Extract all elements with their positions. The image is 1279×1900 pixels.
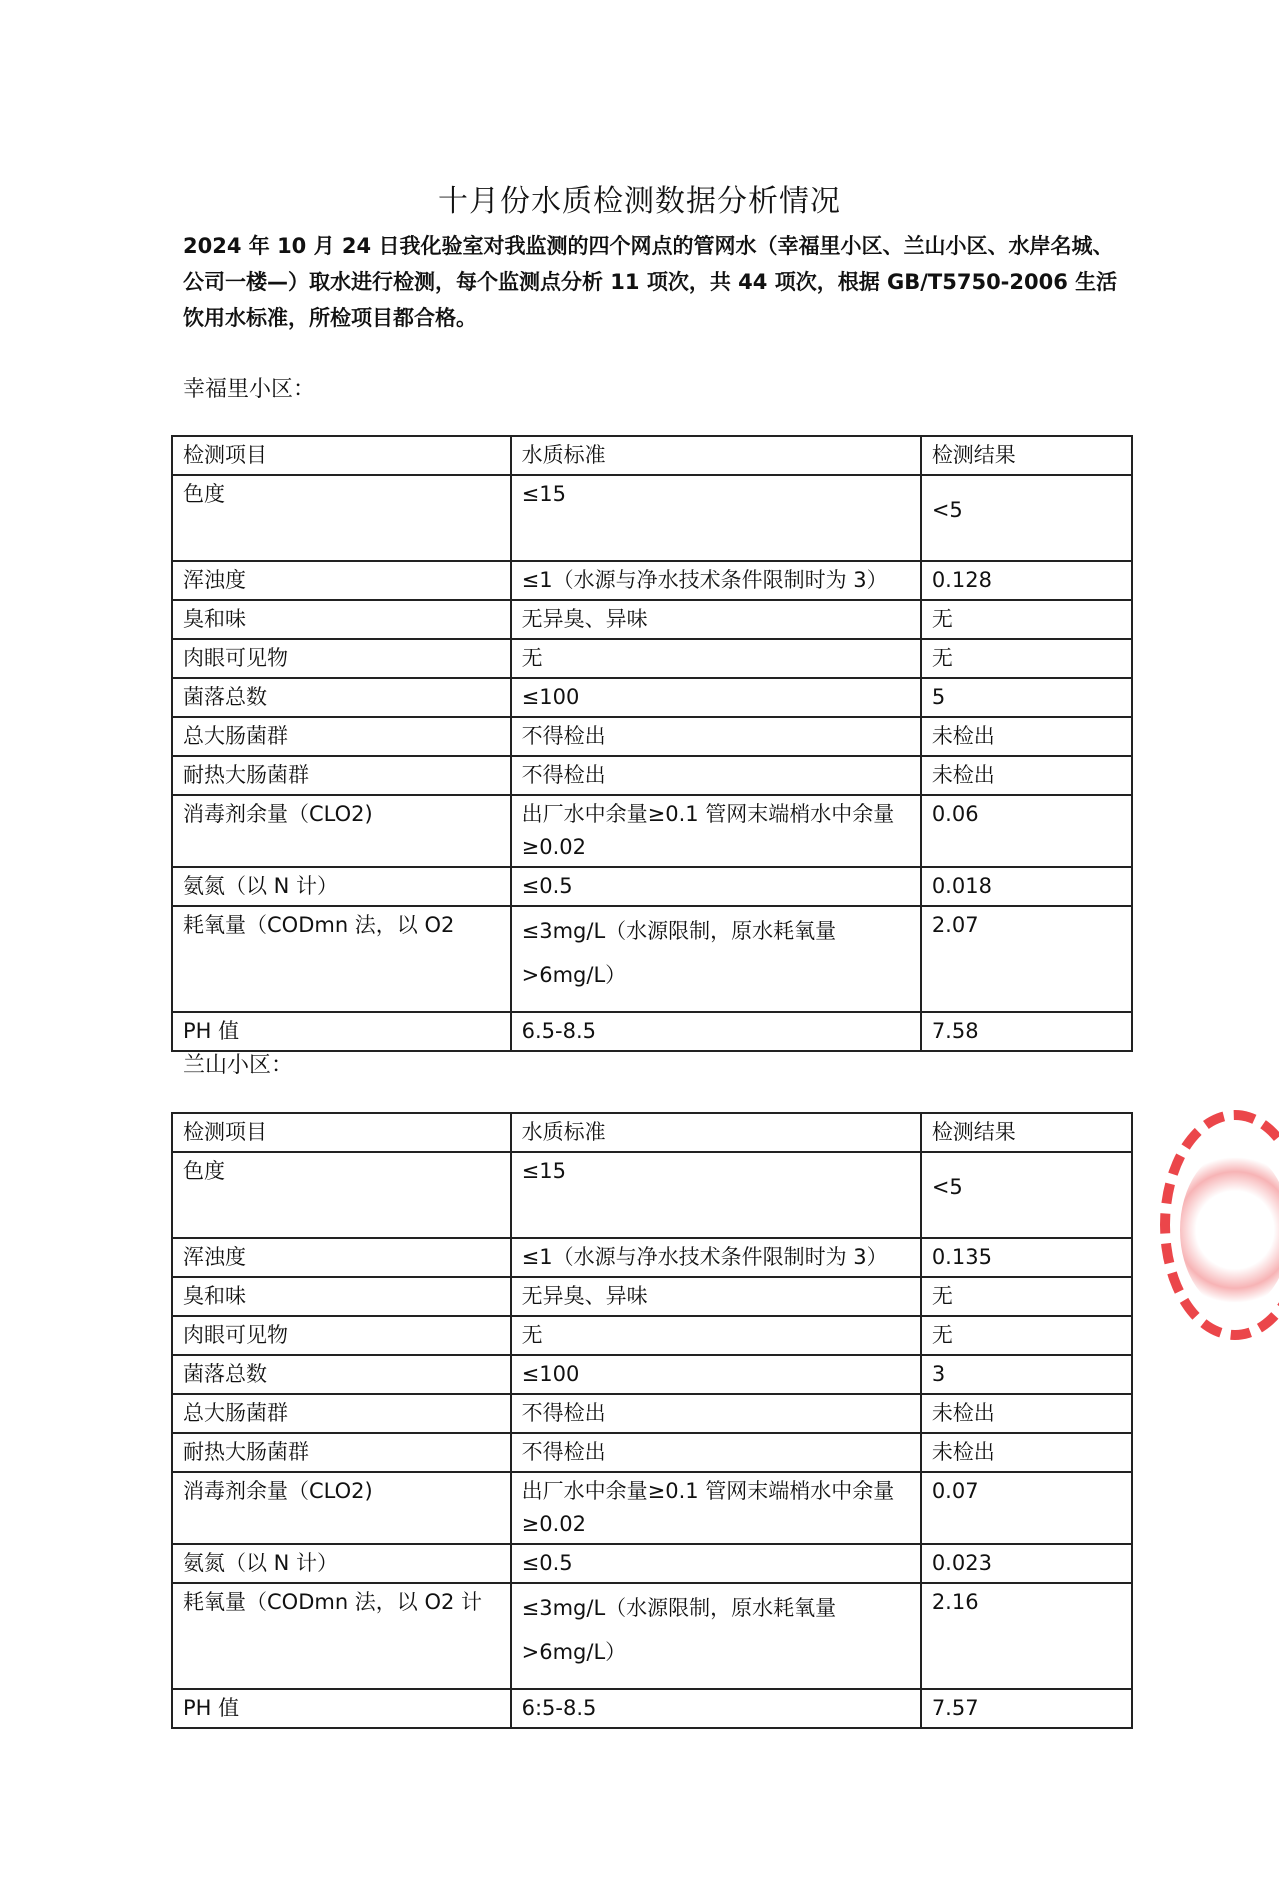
standard-cell: 不得检出 <box>511 756 921 795</box>
standard-cell: 不得检出 <box>511 717 921 756</box>
header-cell: 检测结果 <box>921 1113 1132 1152</box>
item-cell: 色度 <box>172 475 511 561</box>
result-cell: 3 <box>921 1355 1132 1394</box>
result-cell: 0.023 <box>921 1544 1132 1583</box>
standard-cell: ≤100 <box>511 678 921 717</box>
table-row <box>172 717 1132 756</box>
item-cell: 菌落总数 <box>172 678 511 717</box>
result-cell: 0.07 <box>921 1472 1132 1544</box>
standard-cell: 无异臭、异味 <box>511 600 921 639</box>
result-cell: 无 <box>921 600 1132 639</box>
standard-cell: ≤100 <box>511 1355 921 1394</box>
table-row <box>172 1472 1132 1544</box>
item-cell: 肉眼可见物 <box>172 639 511 678</box>
table-row <box>172 1277 1132 1316</box>
item-cell: 臭和味 <box>172 600 511 639</box>
item-cell: 氨氮（以 N 计） <box>172 1544 511 1583</box>
item-cell: 消毒剂余量（CLO2) <box>172 1472 511 1544</box>
item-cell: 臭和味 <box>172 1277 511 1316</box>
table-row <box>172 867 1132 906</box>
standard-cell: ≤3mg/L（水源限制，原水耗氧量>6mg/L） <box>511 906 921 1012</box>
table-row <box>172 475 1132 561</box>
results-table-xingfuli <box>171 435 1133 1052</box>
result-cell: 未检出 <box>921 756 1132 795</box>
standard-cell: 无异臭、异味 <box>511 1277 921 1316</box>
result-cell: 7.58 <box>921 1012 1132 1051</box>
table-header-row <box>172 1113 1132 1152</box>
result-cell: 无 <box>921 1316 1132 1355</box>
header-cell: 检测项目 <box>172 1113 511 1152</box>
table-row <box>172 1012 1132 1051</box>
item-cell: 浑浊度 <box>172 561 511 600</box>
item-cell: 消毒剂余量（CLO2) <box>172 795 511 867</box>
item-cell: 肉眼可见物 <box>172 1316 511 1355</box>
result-cell: <5 <box>921 475 1132 561</box>
item-cell: PH 值 <box>172 1689 511 1728</box>
standard-cell: 出厂水中余量≥0.1 管网末端梢水中余量≥0.02 <box>511 795 921 867</box>
table-row <box>172 678 1132 717</box>
standard-cell: 不得检出 <box>511 1394 921 1433</box>
table-row <box>172 600 1132 639</box>
header-cell: 水质标准 <box>511 1113 921 1152</box>
item-cell: PH 值 <box>172 1012 511 1051</box>
intro-paragraph: 2024 年 10 月 24 日我化验室对我监测的四个网点的管网水（幸福里小区、兰山小区、水岸名城、公司一楼—）取水进行检测，每个监测点分析 11 项次，共 44 项次，根据 GB/T5750-2006 生活饮用水标准，所检项目都合格。 <box>183 234 1118 330</box>
table-row <box>172 1152 1132 1238</box>
standard-cell: ≤0.5 <box>511 1544 921 1583</box>
table-row <box>172 1689 1132 1728</box>
document-title: 十月份水质检测数据分析情况 <box>438 184 841 219</box>
standard-cell: ≤1（水源与净水技术条件限制时为 3） <box>511 561 921 600</box>
item-cell: 菌落总数 <box>172 1355 511 1394</box>
standard-cell: ≤3mg/L（水源限制，原水耗氧量>6mg/L） <box>511 1583 921 1689</box>
item-cell: 耗氧量（CODmn 法，以 O2 计 <box>172 1583 511 1689</box>
standard-cell: 6:5-8.5 <box>511 1689 921 1728</box>
header-cell: 检测结果 <box>921 436 1132 475</box>
result-cell: 0.135 <box>921 1238 1132 1277</box>
result-cell: 未检出 <box>921 1394 1132 1433</box>
table-row <box>172 795 1132 867</box>
item-cell: 氨氮（以 N 计） <box>172 867 511 906</box>
result-cell: 无 <box>921 1277 1132 1316</box>
red-seal-stamp-inner <box>1180 1150 1279 1310</box>
result-cell: 0.06 <box>921 795 1132 867</box>
item-cell: 总大肠菌群 <box>172 1394 511 1433</box>
result-cell: 0.128 <box>921 561 1132 600</box>
standard-cell: 出厂水中余量≥0.1 管网末端梢水中余量≥0.02 <box>511 1472 921 1544</box>
standard-cell: 无 <box>511 1316 921 1355</box>
standard-cell: ≤0.5 <box>511 867 921 906</box>
result-cell: <5 <box>921 1152 1132 1238</box>
standard-cell: ≤1（水源与净水技术条件限制时为 3） <box>511 1238 921 1277</box>
item-cell: 浑浊度 <box>172 1238 511 1277</box>
table-row <box>172 1316 1132 1355</box>
results-table-lanshan <box>171 1112 1133 1729</box>
result-cell: 0.018 <box>921 867 1132 906</box>
item-cell: 色度 <box>172 1152 511 1238</box>
table-row <box>172 906 1132 1012</box>
table-row <box>172 1583 1132 1689</box>
table-row <box>172 1433 1132 1472</box>
standard-cell: 无 <box>511 639 921 678</box>
standard-cell: 不得检出 <box>511 1433 921 1472</box>
item-cell: 耗氧量（CODmn 法，以 O2 <box>172 906 511 1012</box>
table-header-row <box>172 436 1132 475</box>
standard-cell: ≤15 <box>511 1152 921 1238</box>
table-row <box>172 756 1132 795</box>
item-cell: 耐热大肠菌群 <box>172 756 511 795</box>
section-label-lanshan: 兰山小区： <box>183 1053 294 1078</box>
header-cell: 检测项目 <box>172 436 511 475</box>
standard-cell: ≤15 <box>511 475 921 561</box>
result-cell: 无 <box>921 639 1132 678</box>
result-cell: 2.07 <box>921 906 1132 1012</box>
table-row <box>172 1394 1132 1433</box>
result-cell: 2.16 <box>921 1583 1132 1689</box>
header-cell: 水质标准 <box>511 436 921 475</box>
result-cell: 5 <box>921 678 1132 717</box>
table-row <box>172 1355 1132 1394</box>
table-row <box>172 1544 1132 1583</box>
table-row <box>172 1238 1132 1277</box>
result-cell: 7.57 <box>921 1689 1132 1728</box>
result-cell: 未检出 <box>921 717 1132 756</box>
table-row <box>172 639 1132 678</box>
result-cell: 未检出 <box>921 1433 1132 1472</box>
standard-cell: 6.5-8.5 <box>511 1012 921 1051</box>
section-label-xingfuli: 幸福里小区： <box>183 377 316 402</box>
item-cell: 总大肠菌群 <box>172 717 511 756</box>
item-cell: 耐热大肠菌群 <box>172 1433 511 1472</box>
table-row <box>172 561 1132 600</box>
